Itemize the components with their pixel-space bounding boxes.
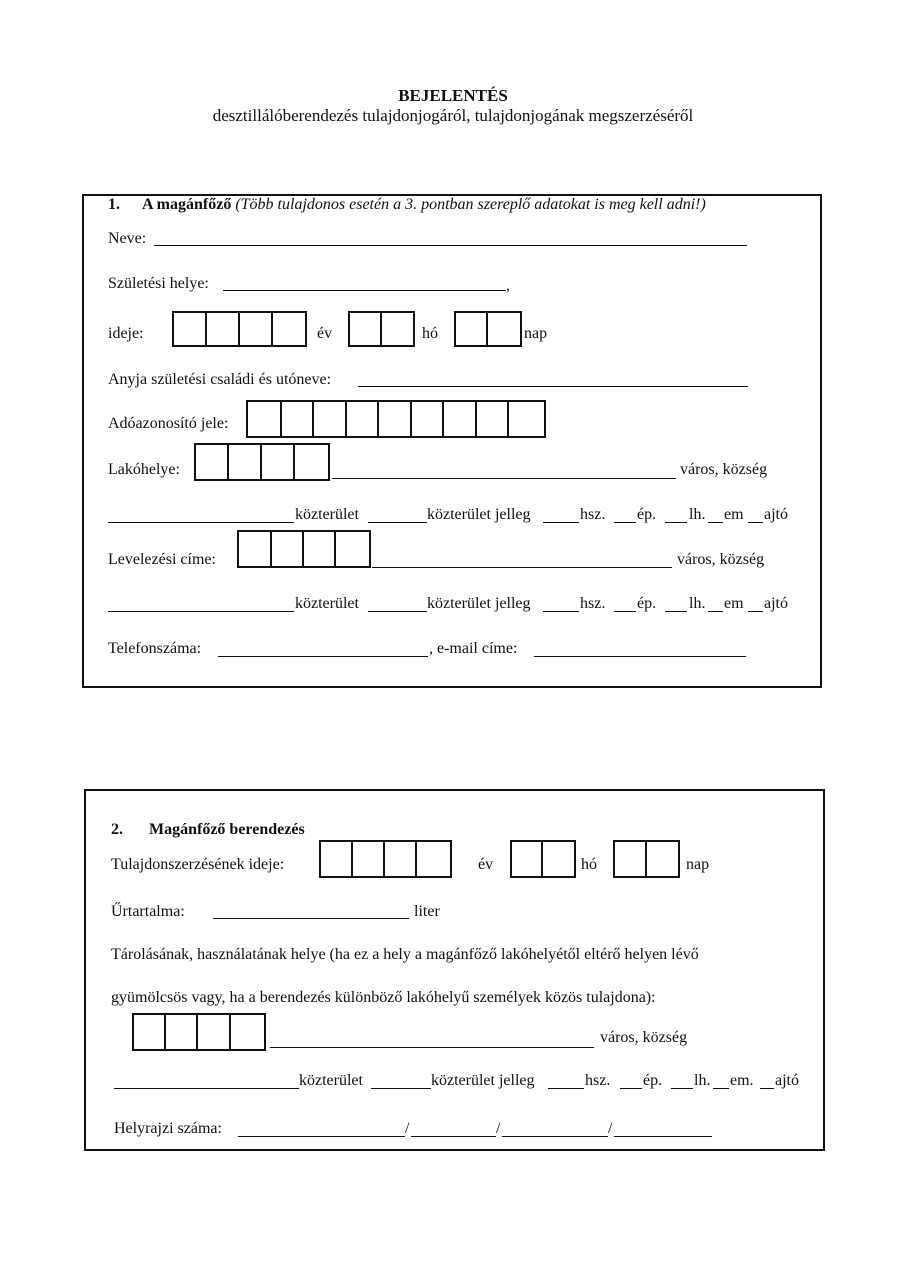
- staircase-label: lh.: [689, 506, 706, 523]
- postcode-digit[interactable]: [304, 532, 336, 566]
- name-label: Neve:: [108, 230, 147, 247]
- building-label: ép.: [637, 506, 657, 523]
- floor-label: em.: [730, 1072, 754, 1089]
- day-label: nap: [524, 325, 548, 342]
- street-type-label: közterület jelleg: [427, 595, 531, 612]
- tax-id-digit[interactable]: [444, 402, 477, 436]
- name-field[interactable]: [154, 245, 747, 246]
- section2-number: 2.: [111, 821, 123, 838]
- birthdate-label: ideje:: [108, 325, 144, 342]
- parcel-number-field-4[interactable]: [614, 1136, 712, 1137]
- door-field[interactable]: [748, 522, 763, 523]
- postcode-digit[interactable]: [198, 1015, 231, 1049]
- street-name-field[interactable]: [114, 1088, 299, 1089]
- staircase-field[interactable]: [671, 1088, 693, 1089]
- mailing-city-suffix: város, község: [677, 551, 765, 568]
- street-type-field[interactable]: [368, 522, 427, 523]
- tax-id-digit[interactable]: [314, 402, 347, 436]
- storage-city-field[interactable]: [270, 1047, 594, 1048]
- storage-location-label-line2: gyümölcsös vagy, ha a berendezés különböző lakóhelyű személyek közös tulajdona):: [111, 989, 656, 1006]
- acquisition-year-digit[interactable]: [321, 842, 353, 876]
- street-type-label: közterület jelleg: [427, 506, 531, 523]
- floor-label: em: [724, 595, 744, 612]
- house-number-field[interactable]: [543, 611, 579, 612]
- acquisition-day-digit[interactable]: [647, 842, 678, 876]
- postcode-digit[interactable]: [196, 445, 229, 479]
- mother-name-label: Anyja születési családi és utóneve:: [108, 371, 332, 388]
- section1-heading: [108, 196, 706, 214]
- door-label: ajtó: [764, 595, 788, 612]
- building-field[interactable]: [614, 611, 636, 612]
- birth-day-boxes[interactable]: [454, 311, 522, 347]
- month-label: hó: [422, 325, 438, 342]
- postcode-digit[interactable]: [295, 445, 328, 479]
- birth-year-boxes[interactable]: [172, 311, 307, 347]
- door-label: ajtó: [775, 1072, 799, 1089]
- parcel-slash: /: [608, 1120, 613, 1137]
- section1-title: A magánfőző: [142, 196, 232, 213]
- postcode-digit[interactable]: [166, 1015, 198, 1049]
- building-label: ép.: [637, 595, 657, 612]
- birth-month-boxes[interactable]: [348, 311, 415, 347]
- phone-label: Telefonszáma:: [108, 640, 202, 657]
- storage-location-label-line1: Tárolásának, használatának helye (ha ez a hely a magánfőző lakóhelyétől eltérő helyen lévő: [111, 946, 699, 963]
- year-label: év: [478, 856, 494, 873]
- street-type-field[interactable]: [371, 1088, 431, 1089]
- house-number-field[interactable]: [543, 522, 579, 523]
- birth-year-digit[interactable]: [273, 313, 305, 345]
- birth-year-digit[interactable]: [240, 313, 273, 345]
- tax-id-label: Adóazonosító jele:: [108, 415, 229, 432]
- acquisition-month-digit[interactable]: [543, 842, 574, 876]
- mailing-address-label: Levelezési címe:: [108, 551, 216, 568]
- tax-id-digit[interactable]: [412, 402, 445, 436]
- birth-year-digit[interactable]: [174, 313, 207, 345]
- mailing-postcode-boxes[interactable]: [237, 530, 371, 568]
- postcode-digit[interactable]: [239, 532, 272, 566]
- year-label: év: [317, 325, 333, 342]
- section2-heading: [111, 821, 305, 839]
- birthplace-field[interactable]: [223, 290, 506, 291]
- form-subtitle: desztillálóberendezés tulajdonjogáról, tulajdonjogának megszerzéséről: [212, 106, 694, 125]
- parcel-slash: /: [405, 1120, 410, 1137]
- form-title: BEJELENTÉS: [398, 86, 508, 105]
- floor-field[interactable]: [708, 522, 723, 523]
- floor-field[interactable]: [708, 611, 723, 612]
- street-label: közterület: [295, 506, 359, 523]
- storage-city-suffix: város, község: [600, 1029, 688, 1046]
- door-label: ajtó: [764, 506, 788, 523]
- acquisition-year-digit[interactable]: [385, 842, 417, 876]
- section1-note: (Több tulajdonos esetén a 3. pontban szereplő adatokat is meg kell adni!): [235, 196, 706, 213]
- street-name-field[interactable]: [108, 522, 294, 523]
- street-name-field[interactable]: [108, 611, 294, 612]
- birth-month-digit[interactable]: [382, 313, 413, 345]
- residence-city-suffix: város, község: [680, 461, 768, 478]
- birth-month-digit[interactable]: [350, 313, 382, 345]
- acquisition-date-label: Tulajdonszerzésének ideje:: [111, 856, 285, 873]
- door-field[interactable]: [748, 611, 763, 612]
- staircase-field[interactable]: [665, 522, 687, 523]
- house-number-label: hsz.: [580, 506, 606, 523]
- door-field[interactable]: [760, 1088, 774, 1089]
- acquisition-day-digit[interactable]: [615, 842, 647, 876]
- postcode-digit[interactable]: [231, 1015, 264, 1049]
- birthplace-comma: ,: [506, 277, 510, 294]
- parcel-slash: /: [496, 1120, 501, 1137]
- building-field[interactable]: [620, 1088, 642, 1089]
- section-private-distiller: [82, 194, 822, 688]
- street-type-field[interactable]: [368, 611, 427, 612]
- birth-day-digit[interactable]: [488, 313, 520, 345]
- staircase-label: lh.: [694, 1072, 711, 1089]
- postcode-digit[interactable]: [336, 532, 369, 566]
- birth-year-digit[interactable]: [207, 313, 240, 345]
- phone-field[interactable]: [218, 656, 428, 657]
- tax-id-digit[interactable]: [347, 402, 380, 436]
- month-label: hó: [581, 856, 597, 873]
- postcode-digit[interactable]: [134, 1015, 166, 1049]
- acquisition-year-digit[interactable]: [417, 842, 450, 876]
- acquisition-year-boxes[interactable]: [319, 840, 452, 878]
- email-field[interactable]: [534, 656, 746, 657]
- floor-field[interactable]: [713, 1088, 729, 1089]
- mailing-city-field[interactable]: [372, 567, 672, 568]
- house-number-field[interactable]: [548, 1088, 584, 1089]
- tax-id-digit[interactable]: [477, 402, 510, 436]
- section2-title: Magánfőző berendezés: [149, 821, 305, 838]
- staircase-field[interactable]: [665, 611, 687, 612]
- section-distilling-equipment: [84, 789, 825, 1151]
- street-label: közterület: [295, 595, 359, 612]
- mother-name-field[interactable]: [358, 386, 748, 387]
- street-label: közterület: [299, 1072, 363, 1089]
- tax-id-digit[interactable]: [379, 402, 412, 436]
- acquisition-month-boxes[interactable]: [510, 840, 576, 878]
- parcel-number-label: Helyrajzi száma:: [114, 1120, 222, 1137]
- staircase-label: lh.: [689, 595, 706, 612]
- residence-label: Lakóhelye:: [108, 461, 180, 478]
- parcel-number-field-3[interactable]: [502, 1136, 608, 1137]
- residence-postcode-boxes[interactable]: [194, 443, 330, 481]
- section1-number: 1.: [108, 196, 120, 213]
- postcode-digit[interactable]: [229, 445, 262, 479]
- birthplace-label: Születési helye:: [108, 275, 209, 292]
- house-number-label: hsz.: [580, 595, 606, 612]
- email-label: , e-mail címe:: [429, 640, 518, 657]
- house-number-label: hsz.: [585, 1072, 611, 1089]
- acquisition-month-digit[interactable]: [512, 842, 543, 876]
- birth-day-digit[interactable]: [456, 313, 488, 345]
- tax-id-digit[interactable]: [509, 402, 544, 436]
- acquisition-year-digit[interactable]: [353, 842, 385, 876]
- building-label: ép.: [643, 1072, 663, 1089]
- postcode-digit[interactable]: [262, 445, 295, 479]
- tax-id-boxes[interactable]: [246, 400, 546, 438]
- parcel-number-field-2[interactable]: [411, 1136, 496, 1137]
- capacity-field[interactable]: [213, 918, 409, 919]
- capacity-unit: liter: [414, 903, 440, 920]
- capacity-label: Űrtartalma:: [111, 903, 185, 920]
- street-type-label: közterület jelleg: [431, 1072, 535, 1089]
- floor-label: em: [724, 506, 744, 523]
- tax-id-digit[interactable]: [248, 402, 282, 436]
- building-field[interactable]: [614, 522, 636, 523]
- storage-postcode-boxes[interactable]: [132, 1013, 266, 1051]
- tax-id-digit[interactable]: [282, 402, 315, 436]
- parcel-number-field-1[interactable]: [238, 1136, 405, 1137]
- residence-city-field[interactable]: [332, 478, 676, 479]
- day-label: nap: [686, 856, 710, 873]
- postcode-digit[interactable]: [272, 532, 304, 566]
- acquisition-day-boxes[interactable]: [613, 840, 680, 878]
